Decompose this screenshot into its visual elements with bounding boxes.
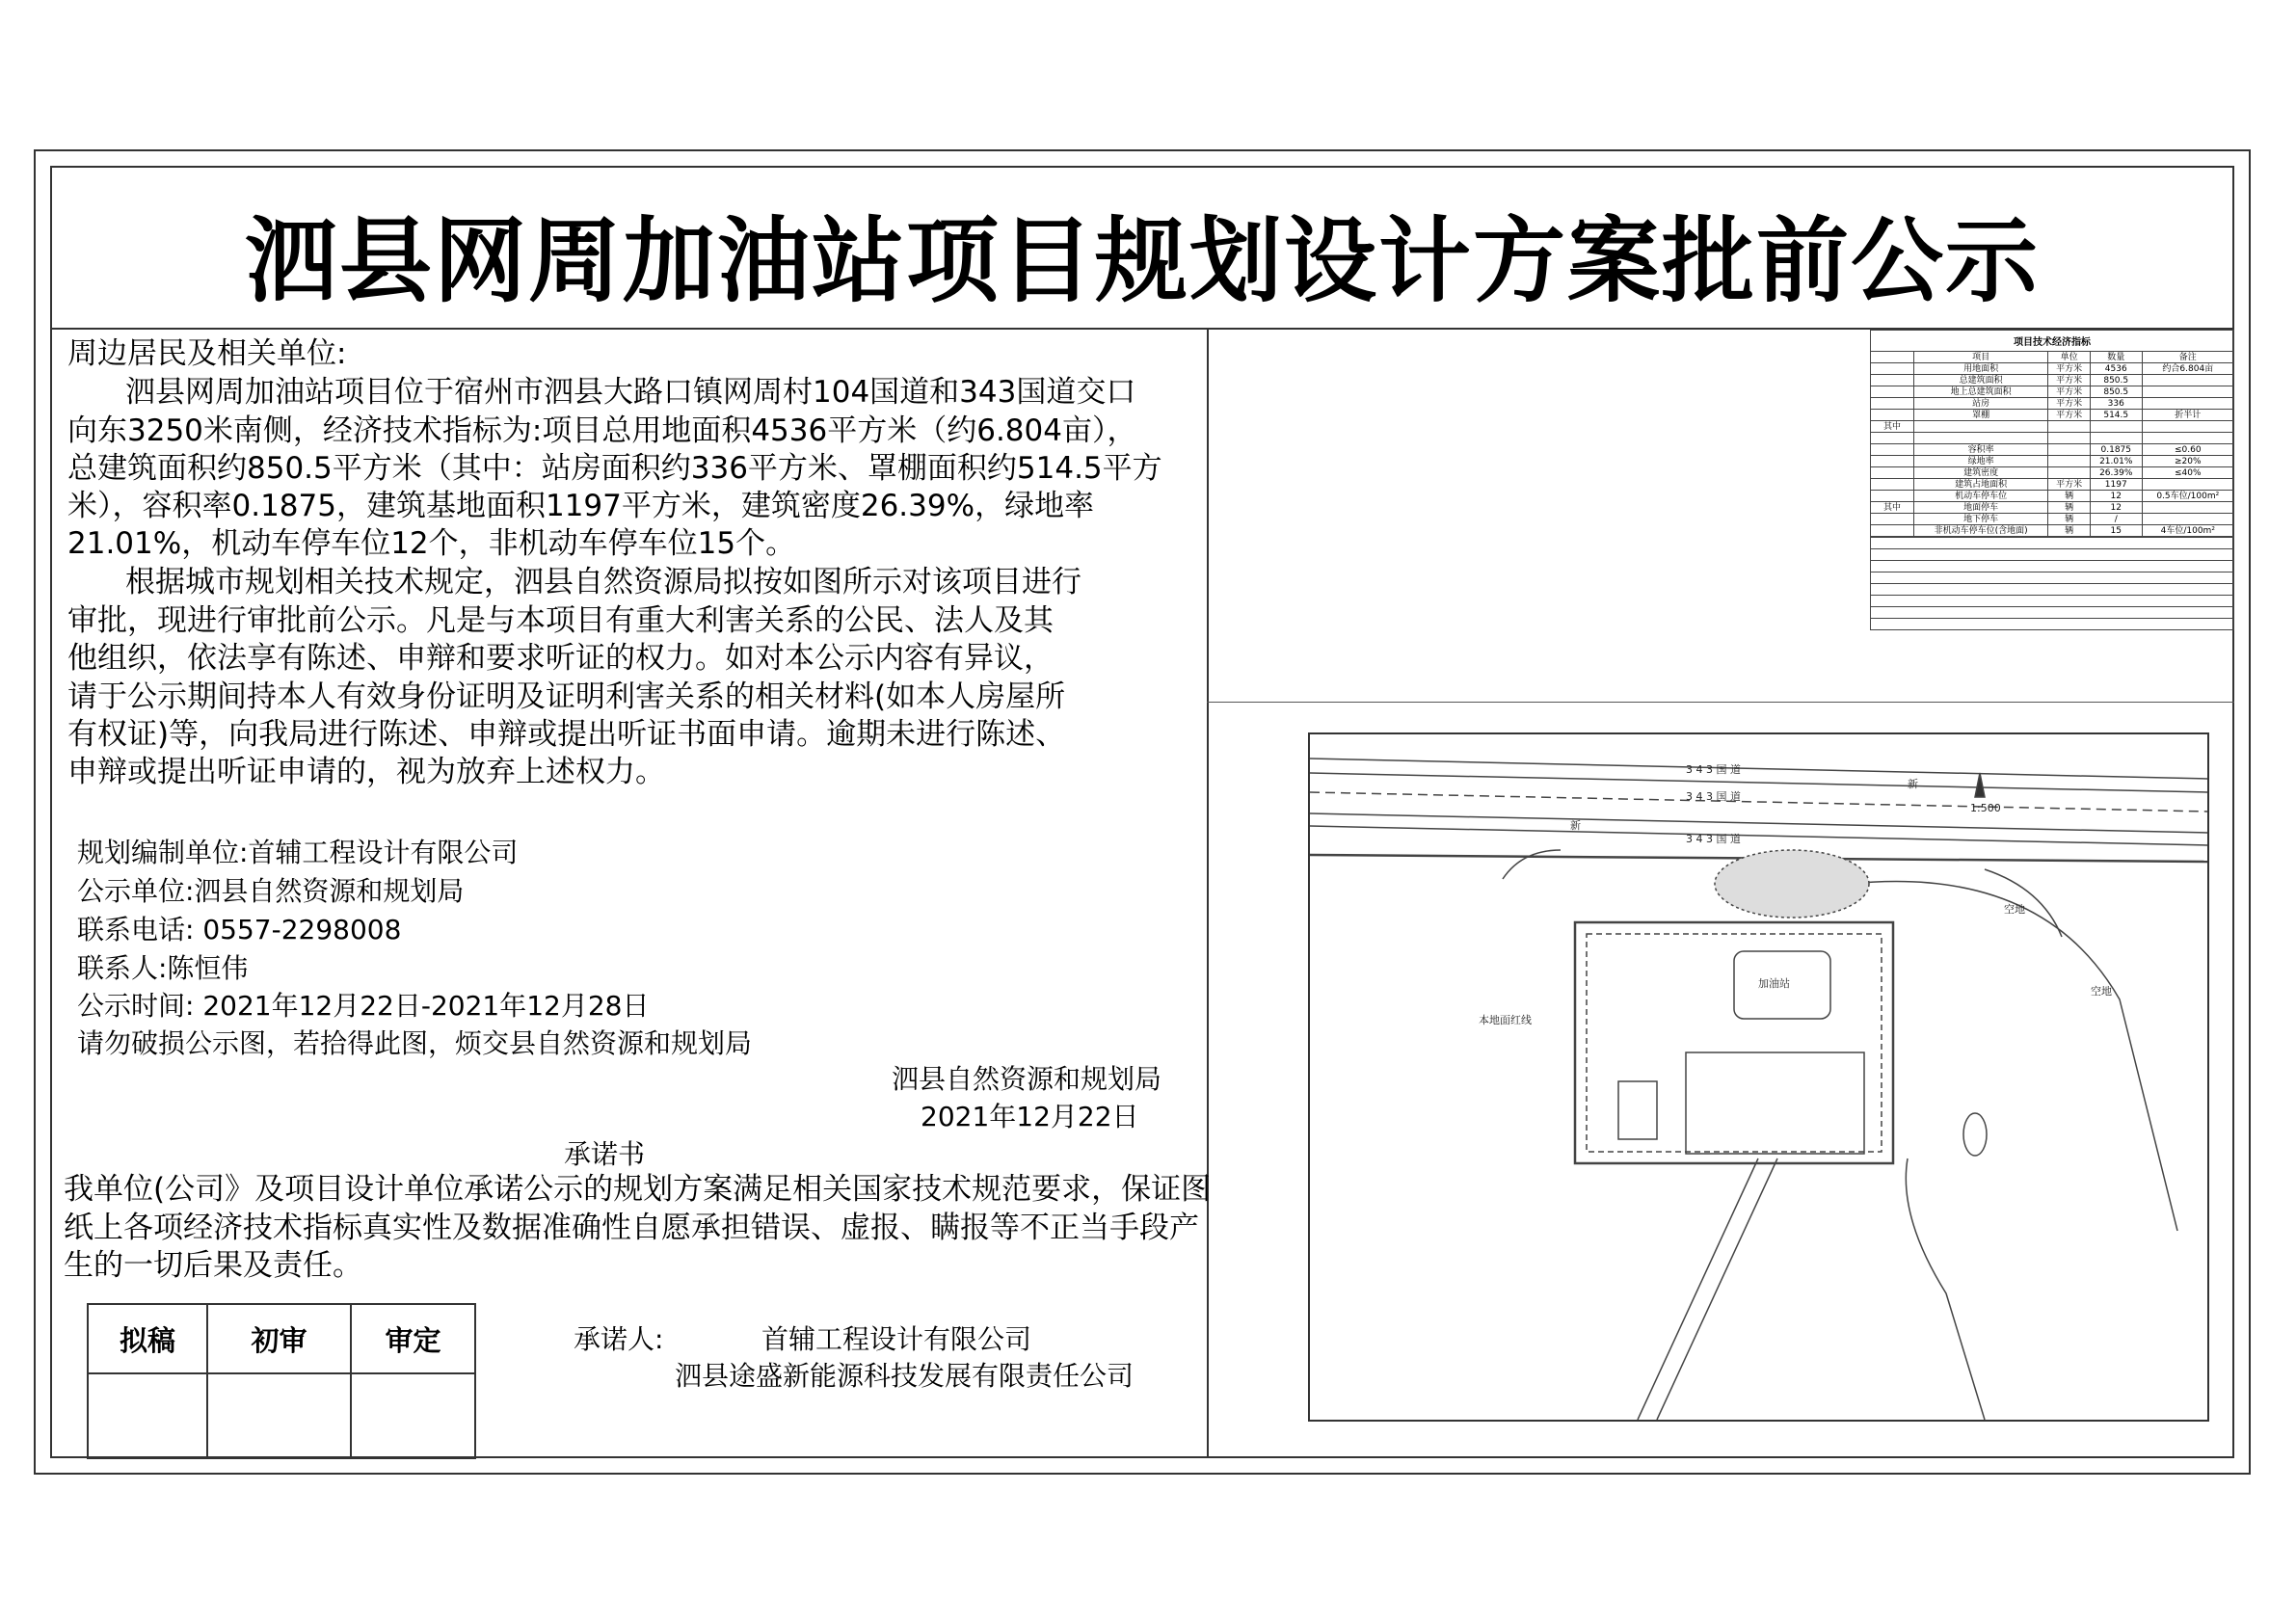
signature-org: 泗县自然资源和规划局: [892, 1063, 1162, 1095]
commitment-line: 生的一切后果及责任。: [64, 1248, 362, 1283]
notice-line: 21.01%，机动车停车位12个，非机动车停车位15个。: [67, 526, 796, 561]
metrics-cell: [2142, 479, 2233, 491]
metrics-cell: [1914, 421, 2048, 433]
approval-header-draft: 拟稿: [88, 1304, 207, 1373]
metrics-cell: 总建筑面积: [1914, 375, 2048, 386]
land-label: 空地: [2091, 985, 2112, 998]
road-side-label: 新: [1908, 778, 1918, 790]
notice-line: 米），容积率0.1875，建筑基地面积1197平方米，建筑密度26.39%，绿地率: [67, 489, 1095, 523]
metrics-cell: 平方米: [2048, 386, 2091, 398]
notice-line: 审批，现进行审批前公示。凡是与本项目有重大利害关系的公民、法人及其: [67, 603, 1054, 638]
metrics-cell: 0.1875: [2090, 444, 2142, 456]
metrics-row: [1871, 398, 2234, 410]
metrics-cell: ≥20%: [2142, 456, 2233, 467]
metrics-cell: 平方米: [2048, 410, 2091, 421]
metrics-cell: [1914, 433, 2048, 444]
metrics-cell: 4车位/100m²: [2142, 525, 2233, 537]
metrics-cell: [2142, 514, 2233, 525]
approval-header-final: 审定: [351, 1304, 475, 1373]
metrics-caption: 项目技术经济指标: [1870, 330, 2234, 351]
metrics-cell: 21.01%: [2090, 456, 2142, 467]
metrics-side-cell: [1871, 525, 1914, 537]
canopy: [1686, 1052, 1864, 1154]
road-label: 3 4 3 国 道: [1686, 790, 1741, 803]
salutation: 周边居民及相关单位:: [67, 336, 347, 371]
metrics-cell: [2048, 467, 2091, 479]
metrics-cell: /: [2090, 514, 2142, 525]
road-side-label: 新: [1570, 819, 1581, 832]
metrics-row: [1871, 467, 2234, 479]
metrics-side-cell: [1871, 491, 1914, 502]
metrics-row: [1871, 433, 2234, 444]
metrics-cell: 建筑密度: [1914, 467, 2048, 479]
metrics-side-cell: [1871, 433, 1914, 444]
right-divider: [1207, 702, 2234, 703]
notice-line: 根据城市规划相关技术规定，泗县自然资源局拟按如图所示对该项目进行: [125, 565, 1081, 599]
metrics-cell: 用地面积: [1914, 363, 2048, 375]
road-label: 3 4 3 国 道: [1686, 763, 1741, 776]
metrics-side-cell: [1871, 456, 1914, 467]
approval-cell: [88, 1373, 207, 1458]
metrics-header: 项目: [1914, 352, 2048, 363]
site-plan-drawing: [1310, 734, 2207, 1420]
metrics-cell: [2048, 433, 2091, 444]
metrics-cell: 850.5: [2090, 375, 2142, 386]
metrics-row: [1871, 479, 2234, 491]
metrics-side-cell: [1871, 444, 1914, 456]
metrics-header: 数量: [2090, 352, 2142, 363]
commitment-heading: 承诺书: [564, 1138, 646, 1170]
metrics-cell: 绿地率: [1914, 456, 2048, 467]
metrics-cell: 地下停车: [1914, 514, 2048, 525]
metrics-cell: ≤40%: [2142, 467, 2233, 479]
promiser-label: 承诺人:: [574, 1323, 664, 1355]
metrics-cell: 约合6.804亩: [2142, 363, 2233, 375]
metrics-cell: [2090, 421, 2142, 433]
metrics-cell: 辆: [2048, 491, 2091, 502]
metrics-cell: [2048, 456, 2091, 467]
metrics-header: 单位: [2048, 352, 2091, 363]
metrics-side-header: [1871, 352, 1914, 363]
signature-date: 2021年12月22日: [921, 1101, 1139, 1132]
metrics-row: [1871, 514, 2234, 525]
column-divider: [1207, 328, 1209, 1458]
metrics-header: 备注: [2142, 352, 2233, 363]
metrics-side-cell: [1871, 386, 1914, 398]
metrics-cell: 折半计: [2142, 410, 2233, 421]
metrics-side-cell: [1871, 410, 1914, 421]
metrics-cell: 12: [2090, 491, 2142, 502]
notice-line: 请于公示期间持本人有效身份证明及证明利害关系的相关材料(如本人房屋所: [67, 679, 1066, 714]
approval-table: [87, 1303, 476, 1459]
metrics-cell: 336: [2090, 398, 2142, 410]
metrics-cell: [2142, 502, 2233, 514]
metrics-cell: [2048, 444, 2091, 456]
metrics-cell: 平方米: [2048, 363, 2091, 375]
metrics-row: [1871, 491, 2234, 502]
metrics-side-cell: 其中: [1871, 502, 1914, 514]
north-arrow: [1975, 773, 1985, 797]
notice-line: 有权证)等，向我局进行陈述、申辩或提出听证书面申请。逾期未进行陈述、: [67, 717, 1066, 752]
green-area: [1715, 850, 1869, 918]
notice-line: 向东3250米南侧，经济技术指标为:项目总用地面积4536平方米（约6.804亩），: [67, 413, 1137, 448]
metrics-cell: 辆: [2048, 502, 2091, 514]
metrics-cell: 罩棚: [1914, 410, 2048, 421]
commitment-line: 我单位(公司》及项目设计单位承诺公示的规划方案满足相关国家技术规范要求，保证图: [64, 1172, 1212, 1207]
metrics-cell: 1197: [2090, 479, 2142, 491]
metrics-side-cell: [1871, 514, 1914, 525]
notice-line: 他组织，依法享有陈述、申辩和要求听证的权力。如对本公示内容有异议，: [67, 641, 1054, 676]
metrics-cell: 514.5: [2090, 410, 2142, 421]
metrics-row: [1871, 444, 2234, 456]
metrics-cell: 平方米: [2048, 375, 2091, 386]
metrics-row: [1871, 363, 2234, 375]
metrics-side-cell: [1871, 363, 1914, 375]
designer-info: 规划编制单位:首辅工程设计有限公司: [77, 837, 519, 868]
metrics-row: [1871, 502, 2234, 514]
metrics-cell: 容积率: [1914, 444, 2048, 456]
phone-info: 联系电话: 0557-2298008: [77, 914, 402, 945]
metrics-cell: 辆: [2048, 525, 2091, 537]
page-title: 泗县网周加油站项目规划设计方案批前公示: [245, 207, 2040, 315]
approval-header-review: 初审: [207, 1304, 351, 1373]
metrics-cell: 非机动车停车位(含地面): [1914, 525, 2048, 537]
contact-info: 联系人:陈恒伟: [77, 952, 249, 984]
promiser-1: 首辅工程设计有限公司: [761, 1323, 1032, 1355]
metrics-cell: 地上总建筑面积: [1914, 386, 2048, 398]
approval-cell: [351, 1373, 475, 1458]
metrics-cell: 850.5: [2090, 386, 2142, 398]
metrics-cell: 12: [2090, 502, 2142, 514]
metrics-cell: [2142, 433, 2233, 444]
metrics-cell: 26.39%: [2090, 467, 2142, 479]
metrics-cell: 站房: [1914, 398, 2048, 410]
commitment-line: 纸上各项经济技术指标真实性及数据准确性自愿承担错误、虚报、瞒报等不正当手段产: [64, 1211, 1199, 1245]
metrics-cell: 0.5车位/100m²: [2142, 491, 2233, 502]
notice-line: 总建筑面积约850.5平方米（其中：站房面积约336平方米、罩棚面积约514.5平方: [67, 451, 1162, 486]
metrics-side-cell: [1871, 467, 1914, 479]
metrics-cell: 地面停车: [1914, 502, 2048, 514]
metrics-cell: 机动车停车位: [1914, 491, 2048, 502]
metrics-cell: [2142, 398, 2233, 410]
metrics-cell: [2142, 375, 2233, 386]
site-plan: [1308, 732, 2209, 1422]
pump-label: 加油站: [1758, 977, 1790, 990]
metrics-cell: 4536: [2090, 363, 2142, 375]
scale-label: 1:500: [1970, 802, 2001, 814]
metrics-row: [1871, 421, 2234, 433]
metrics-side-cell: [1871, 375, 1914, 386]
metrics-cell: ≤0.60: [2142, 444, 2233, 456]
boundary-label: 本地面红线: [1479, 1014, 1532, 1026]
metrics-row: [1871, 386, 2234, 398]
metrics-row: [1871, 525, 2234, 537]
metrics-row: [1871, 375, 2234, 386]
road-label: 3 4 3 国 道: [1686, 833, 1741, 845]
warning-info: 请勿破损公示图，若拾得此图，烦交县自然资源和规划局: [77, 1027, 753, 1059]
metrics-cell: [2090, 433, 2142, 444]
metrics-cell: [2142, 386, 2233, 398]
promiser-2: 泗县途盛新能源科技发展有限责任公司: [675, 1360, 1135, 1392]
metrics-side-cell: [1871, 479, 1914, 491]
station-building: [1618, 1081, 1657, 1139]
metrics-cell: 15: [2090, 525, 2142, 537]
metrics-cell: [2142, 421, 2233, 433]
metrics-table: [1870, 330, 2234, 630]
metrics-cell: 建筑占地面积: [1914, 479, 2048, 491]
metrics-side-cell: [1871, 398, 1914, 410]
notice-line: 泗县网周加油站项目位于宿州市泗县大路口镇网周村104国道和343国道交口: [125, 375, 1136, 410]
approval-cell: [207, 1373, 351, 1458]
metrics-cell: 平方米: [2048, 398, 2091, 410]
metrics-cell: [2048, 421, 2091, 433]
notice-line: 申辩或提出听证申请的，视为放弃上述权力。: [67, 755, 665, 789]
metrics-row: [1871, 456, 2234, 467]
metrics-side-cell: 其中: [1871, 421, 1914, 433]
land-label: 空地: [2004, 903, 2025, 916]
period-info: 公示时间: 2021年12月22日-2021年12月28日: [77, 990, 650, 1022]
metrics-row: [1871, 410, 2234, 421]
metrics-cell: 辆: [2048, 514, 2091, 525]
publisher-info: 公示单位:泗县自然资源和规划局: [77, 875, 465, 907]
metrics-cell: 平方米: [2048, 479, 2091, 491]
